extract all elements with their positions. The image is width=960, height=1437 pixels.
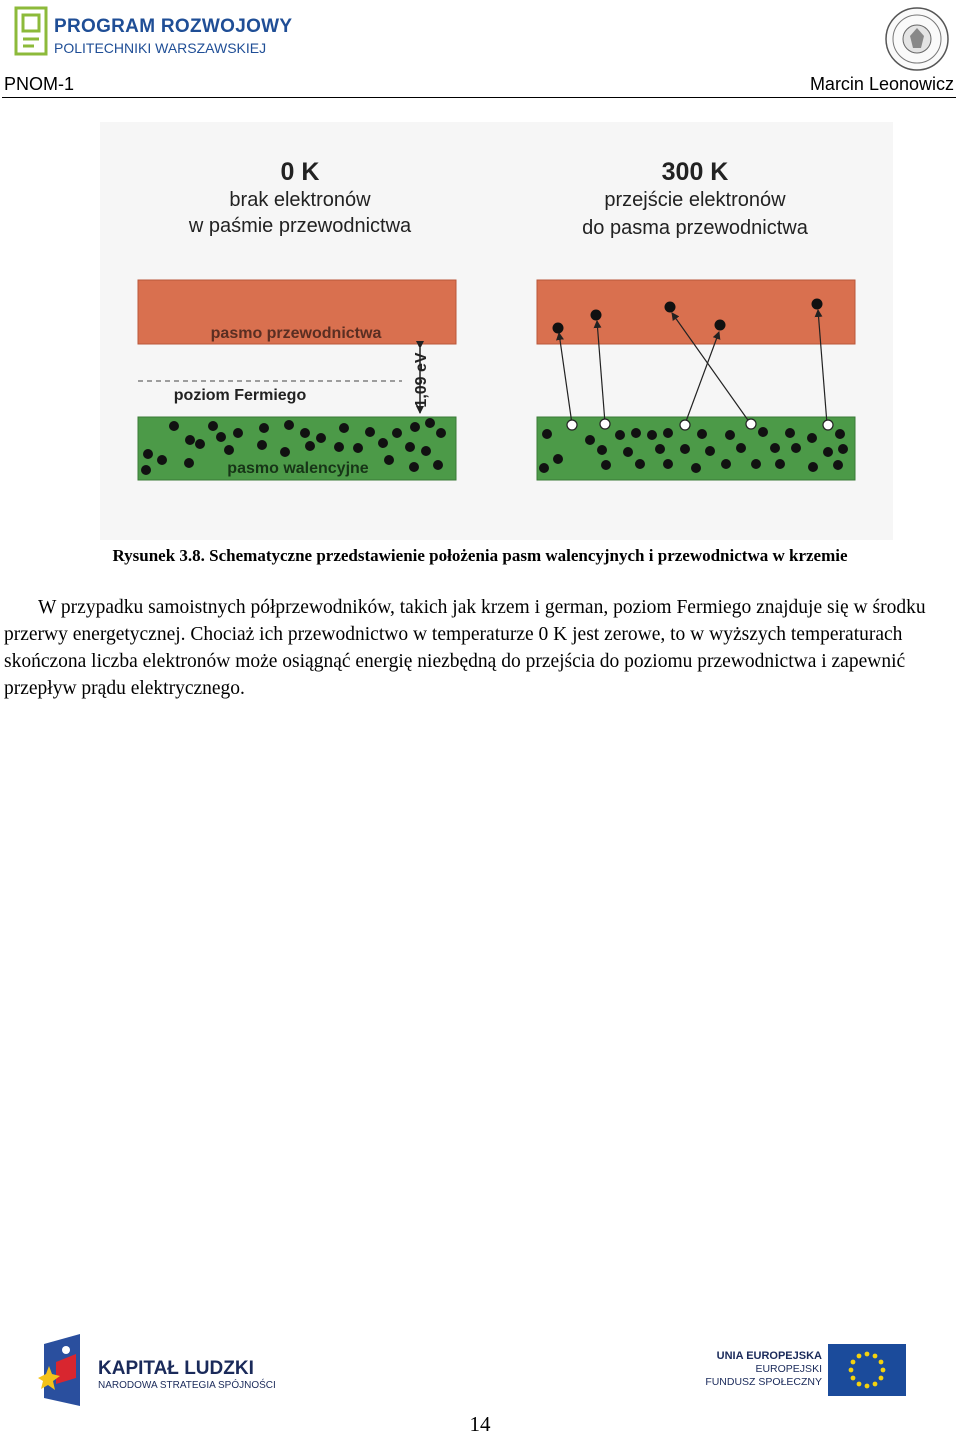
kapital-ludzki-title: KAPITAŁ LUDZKI — [98, 1358, 254, 1379]
header-divider — [2, 97, 956, 98]
kapital-ludzki-icon — [36, 1334, 94, 1410]
gap-label: 1,09 eV — [413, 352, 430, 408]
panel-0k-subtitle-2: w paśmie przewodnictwa — [188, 215, 412, 237]
program-logo-icon — [14, 6, 52, 58]
program-logo-line2: POLITECHNIKI WARSZAWSKIEJ — [54, 40, 267, 56]
conduction-band-300k — [537, 280, 855, 344]
header-author: Marcin Leonowicz — [809, 74, 954, 94]
page-number: 14 — [469, 1412, 491, 1436]
header-document-code: PNOM-1 — [4, 74, 75, 94]
valence-band-label: pasmo walencyjne — [227, 460, 369, 477]
panel-0k-title: 0 K — [280, 158, 320, 186]
eu-line2: EUROPEJSKI — [755, 1363, 822, 1375]
panel-300k-subtitle-2: do pasma przewodnictwa — [582, 217, 808, 239]
eu-logo — [705, 1344, 908, 1398]
figure-caption: Rysunek 3.8. Schematyczne przedstawienie położenia pasm walencyjnych i przewodnictwa w krzemie — [112, 546, 848, 565]
kapital-ludzki-logo — [36, 1334, 276, 1410]
conduction-band-label: pasmo przewodnictwa — [210, 325, 382, 342]
band-diagram-figure — [100, 122, 893, 540]
eu-line1: UNIA EUROPEJSKA — [716, 1350, 822, 1362]
band-diagram — [100, 122, 893, 540]
program-logo-line1: PROGRAM ROZWOJOWY — [54, 16, 293, 37]
panel-300k-title: 300 K — [661, 158, 729, 186]
eu-flag-icon — [828, 1344, 906, 1396]
kapital-ludzki-subtitle: NARODOWA STRATEGIA SPÓJNOŚCI — [98, 1380, 276, 1391]
fermi-level-label: poziom Fermiego — [173, 387, 307, 404]
panel-300k-subtitle-1: przejście elektronów — [604, 189, 786, 211]
program-rozwojowy-logo — [14, 6, 293, 62]
panel-0k-subtitle-1: brak elektronów — [229, 189, 371, 211]
university-seal-icon — [884, 6, 950, 72]
body-paragraph: W przypadku samoistnych półprzewodników, takich jak krzem i german, poziom Fermiego znajduje się w środku przerwy energetycznej. Chociaż ich przewodnictwo w temperaturze 0 K jest zerowe, to w wyższych temperaturach skończona liczba elektronów może osiągnąć energię niezbędną do przejścia do poziomu przewodnictwa i zapewnić przepływ prądu elektrycznego. — [4, 597, 926, 699]
eu-line3: FUNDUSZ SPOŁECZNY — [705, 1376, 822, 1388]
